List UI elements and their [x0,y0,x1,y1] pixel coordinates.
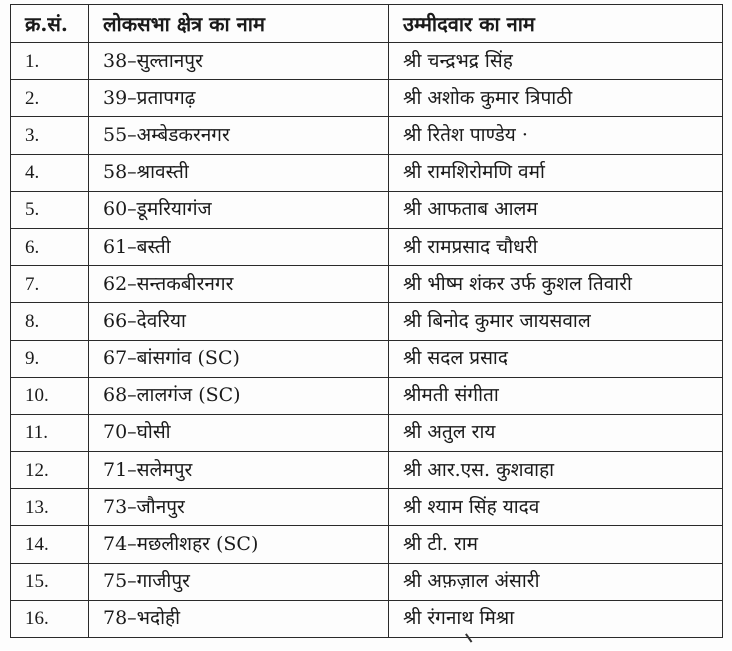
candidate-name: श्री रितेश पाण्डेय · [389,117,723,154]
table-row [11,43,723,80]
candidate-name: श्री श्याम सिंह यादव [389,489,723,526]
table-header-row [11,5,723,43]
constituency-name: 58–श्रावस्ती [89,154,389,191]
table-row [11,340,723,377]
constituency-name: 78–भदोही [89,600,389,637]
table-row [11,80,723,117]
constituency-name: 67–बांसगांव (SC) [89,340,389,377]
candidate-name: श्री रामप्रसाद चौधरी [389,228,723,265]
constituency-name: 66–देवरिया [89,303,389,340]
constituency-name: 60–डूमरियागंज [89,191,389,228]
candidate-header: उम्मीदवार का नाम [389,5,723,43]
serial-number: 6. [11,228,89,265]
table-body [11,43,723,638]
serial-number: 1. [11,43,89,80]
table-row [11,600,723,637]
table-row [11,191,723,228]
table-row [11,563,723,600]
serial-number: 10. [11,377,89,414]
table-row [11,154,723,191]
constituency-name: 70–घोसी [89,414,389,451]
constituency-name: 62–सन्तकबीरनगर [89,266,389,303]
candidate-name: श्री रंगनाथ मिश्रा [389,600,723,637]
serial-number: 8. [11,303,89,340]
candidate-name: श्री आफताब आलम [389,191,723,228]
candidate-name: श्री टी. राम [389,526,723,563]
candidates-table [10,4,723,638]
constituency-name: 55–अम्बेडकरनगर [89,117,389,154]
table-row [11,414,723,451]
serial-number: 7. [11,266,89,303]
constituency-name: 75–गाजीपुर [89,563,389,600]
candidate-name: श्री अशोक कुमार त्रिपाठी [389,80,723,117]
serial-number-header: क्र.सं. [11,5,89,43]
candidate-name: श्री अतुल राय [389,414,723,451]
serial-number: 3. [11,117,89,154]
candidate-name: श्री चन्द्रभद्र सिंह [389,43,723,80]
serial-number: 11. [11,414,89,451]
candidate-name: श्री बिनोद कुमार जायसवाल [389,303,723,340]
serial-number: 12. [11,452,89,489]
table-row [11,117,723,154]
constituency-name: 68–लालगंज (SC) [89,377,389,414]
serial-number: 4. [11,154,89,191]
table-row [11,303,723,340]
candidate-name: श्री सदल प्रसाद [389,340,723,377]
table-row [11,526,723,563]
candidate-name: श्रीमती संगीता [389,377,723,414]
constituency-name: 74–मछलीशहर (SC) [89,526,389,563]
serial-number: 15. [11,563,89,600]
table-row [11,452,723,489]
serial-number: 13. [11,489,89,526]
serial-number: 16. [11,600,89,637]
constituency-header: लोकसभा क्षेत्र का नाम [89,5,389,43]
constituency-name: 39–प्रतापगढ़ [89,80,389,117]
table-row [11,377,723,414]
constituency-name: 38–सुल्तानपुर [89,43,389,80]
table-row [11,489,723,526]
candidate-name: श्री अफ़ज़ाल अंसारी [389,563,723,600]
constituency-name: 71–सलेमपुर [89,452,389,489]
serial-number: 14. [11,526,89,563]
constituency-name: 73–जौनपुर [89,489,389,526]
serial-number: 5. [11,191,89,228]
serial-number: 9. [11,340,89,377]
constituency-name: 61–बस्ती [89,228,389,265]
candidate-name: श्री आर.एस. कुशवाहा [389,452,723,489]
serial-number: 2. [11,80,89,117]
candidate-name: श्री रामशिरोमणि वर्मा [389,154,723,191]
table-row [11,266,723,303]
candidate-name: श्री भीष्म शंकर उर्फ कुशल तिवारी [389,266,723,303]
table-row [11,228,723,265]
